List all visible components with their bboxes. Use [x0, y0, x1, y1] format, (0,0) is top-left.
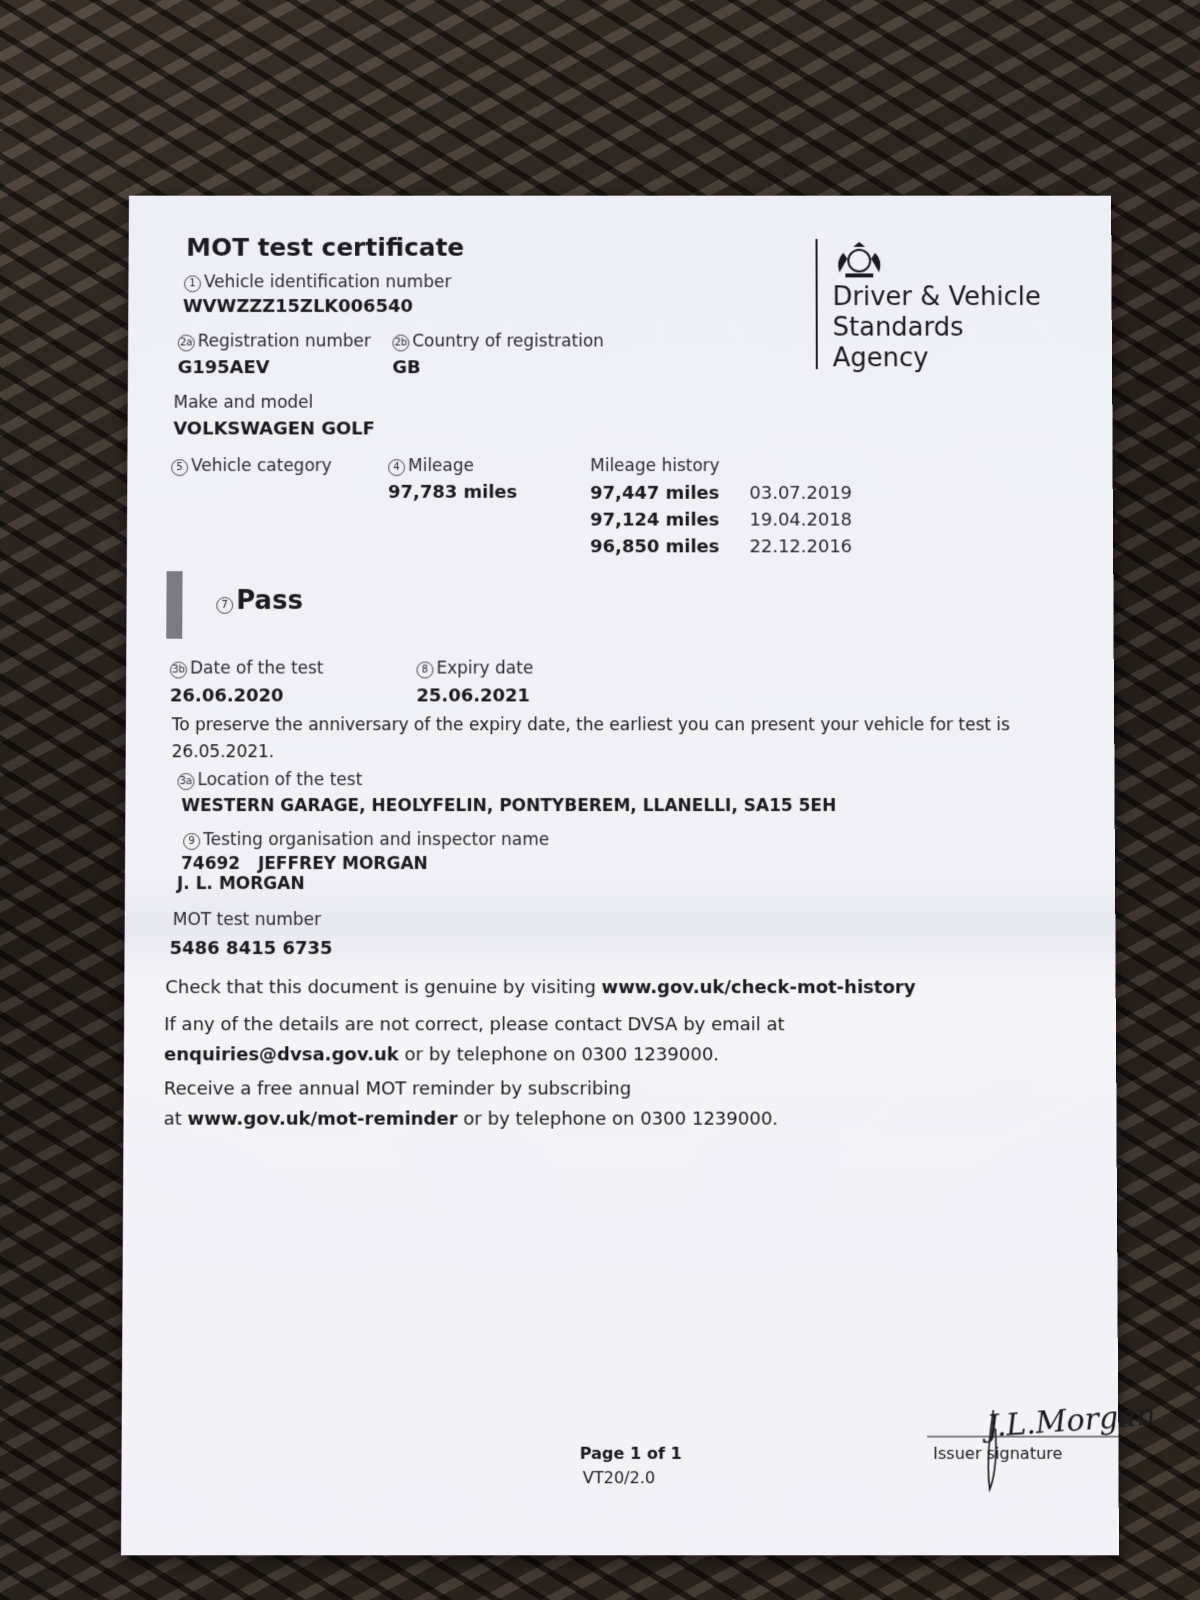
anniversary-note	[172, 712, 1071, 766]
reminder-line: Receive a free annual MOT reminder by subscribing	[163, 1078, 632, 1100]
royal-coat-of-arms-icon	[829, 239, 889, 280]
expiry-date-value: 25.06.2021	[416, 685, 531, 707]
field-number-marker: 9	[183, 833, 200, 850]
registration-label: 2a Registration number	[178, 332, 371, 352]
mot-reminder-link[interactable]: www.gov.uk/mot-reminder	[187, 1108, 458, 1130]
field-number-marker: 3b	[170, 662, 187, 679]
check-genuine-text: Check that this document is genuine by visiting www.gov.uk/check-mot-history	[165, 977, 916, 999]
vin-value: WVWZZZ15ZLK006540	[182, 296, 413, 317]
test-number-value: 5486 8415 6735	[169, 938, 333, 960]
testing-organisation-label: 9 Testing organisation and inspector name	[183, 830, 549, 850]
field-number-marker: 3a	[177, 773, 194, 790]
registration-value: G195AEV	[177, 357, 270, 379]
field-number-marker: 8	[416, 662, 433, 679]
expiry-date-label: 8 Expiry date	[416, 659, 533, 679]
agency-name: Driver & Vehicle Standards Agency	[832, 282, 1041, 374]
anniversary-line: To preserve the anniversary of the expiry date, the earliest you can present your vehicle for test is	[171, 715, 1011, 736]
mileage-value: 97,783 miles	[388, 481, 518, 503]
signature-mark: J.L.Morgan	[985, 1397, 1157, 1445]
reminder-text	[164, 1074, 779, 1134]
contact-line: If any of the details are not correct, please contact DVSA by email at	[164, 1014, 785, 1036]
anniversary-line: 26.05.2021.	[171, 742, 275, 763]
make-model-label: Make and model	[173, 392, 314, 413]
history-miles: 97,124 miles	[590, 509, 720, 531]
test-number-label: MOT test number	[172, 910, 322, 931]
logo-divider	[816, 239, 818, 369]
page-number: Page 1 of 1	[579, 1443, 682, 1463]
reminder-line: at www.gov.uk/mot-reminder or by telephone on 0300 1239000.	[163, 1108, 779, 1130]
field-number-marker: 1	[184, 275, 201, 292]
inspector-name: J. L. MORGAN	[176, 873, 305, 894]
test-date-value: 26.06.2020	[169, 685, 284, 707]
mileage-history-label: Mileage history	[590, 456, 720, 476]
test-result: 7 Pass	[216, 586, 303, 616]
history-miles: 97,447 miles	[590, 482, 720, 504]
certificate-title: MOT test certificate	[186, 233, 465, 262]
field-number-marker: 2b	[392, 335, 409, 352]
form-code: VT20/2.0	[582, 1468, 656, 1488]
vin-label: 1 Vehicle identification number	[184, 272, 451, 292]
issuer-signature-label: Issuer signature	[933, 1443, 1063, 1463]
vehicle-category-label: 5 Vehicle category	[171, 456, 332, 476]
test-location-value: WESTERN GARAGE, HEOLYFELIN, PONTYBEREM, LLANELLI, SA15 5EH	[181, 796, 837, 817]
field-number-marker: 2a	[178, 335, 195, 352]
field-number-marker: 4	[388, 459, 405, 476]
field-number-marker: 7	[216, 597, 233, 614]
history-miles: 96,850 miles	[590, 536, 720, 558]
history-date: 22.12.2016	[749, 536, 853, 558]
history-date: 03.07.2019	[749, 482, 853, 504]
field-number-marker: 5	[171, 459, 188, 476]
country-value: GB	[392, 357, 421, 379]
testing-organisation-value: 74692 JEFFREY MORGAN	[180, 854, 428, 874]
mileage-label: 4 Mileage	[388, 456, 474, 476]
country-label: 2b Country of registration	[392, 332, 604, 352]
mot-certificate	[121, 196, 1157, 1556]
test-date-label: 3b Date of the test	[170, 659, 324, 679]
result-marker-bar	[166, 571, 182, 639]
contact-line: enquiries@dvsa.gov.uk or by telephone on 0300 1239000.	[163, 1044, 720, 1066]
test-location-label: 3a Location of the test	[177, 770, 362, 790]
check-mot-history-link[interactable]: www.gov.uk/check-mot-history	[601, 977, 916, 999]
contact-text	[164, 1010, 785, 1070]
history-date: 19.04.2018	[749, 509, 853, 531]
dvsa-email-link[interactable]: enquiries@dvsa.gov.uk	[163, 1044, 399, 1066]
make-model-value: VOLKSWAGEN GOLF	[173, 418, 375, 440]
